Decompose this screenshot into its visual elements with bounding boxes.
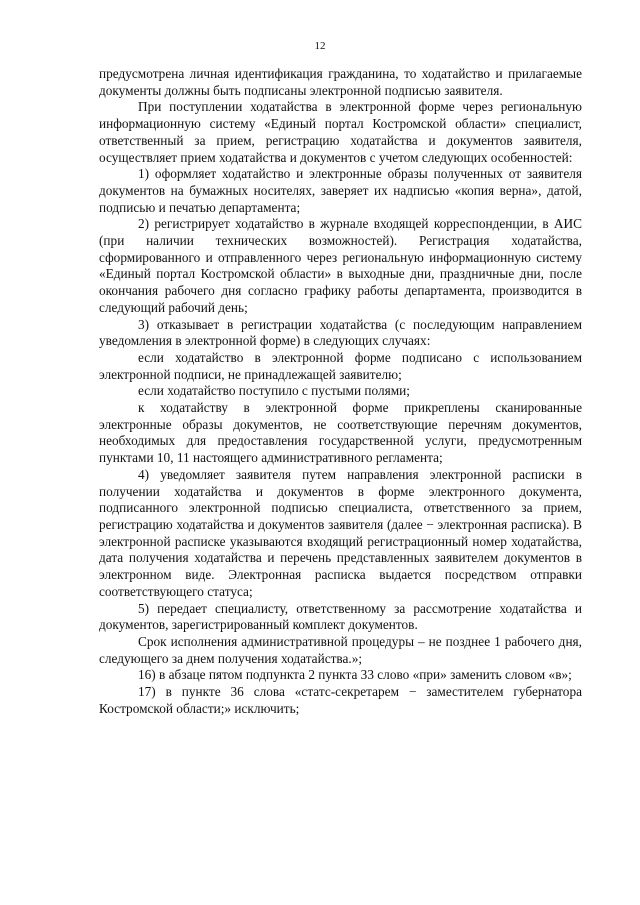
list-item: 17) в пункте 36 слова «статс-секретарем − заместителем губернатора Костромской области;» исключить;	[99, 684, 582, 716]
paragraph: При поступлении ходатайства в электронной форме через региональную информационную систему «Единый портал Костромской области» специалист, ответственный за прием, регистрацию ходатайства и документов заявителя, осуществляет прием ходатайства и документов с учетом следующих особенностей:	[99, 99, 582, 165]
list-item: 4) уведомляет заявителя путем направления электронной расписки в получении ходатайства и документов в форме электронного документа, подписанного электронной подписью специалиста, ответственного за прием, регистрацию ходатайства и документов заявителя (далее − электронная расписка). В электронной расписке указываются входящий регистрационный номер ходатайства, дата получения ходатайства и перечень представленных заявителем документов в электронном виде. Электронная расписка выдается посредством отправки соответствующего статуса;	[99, 466, 582, 599]
page-number: 12	[314, 40, 326, 52]
document-body	[99, 66, 582, 717]
list-item: 5) передает специалисту, ответственному за рассмотрение ходатайства и документов, зарегистрированный комплект документов.	[99, 600, 582, 633]
paragraph: Срок исполнения административной процедуры – не позднее 1 рабочего дня, следующего за днем получения ходатайства.»;	[99, 633, 582, 666]
paragraph: предусмотрена личная идентификация гражданина, то ходатайство и прилагаемые документы должны быть подписаны электронной подписью заявителя.	[99, 66, 582, 98]
list-item: 1) оформляет ходатайство и электронные образы полученных от заявителя документов на бумажных носителях, заверяет их надписью «копия верна», датой, подписью и печатью департамента;	[99, 166, 582, 215]
list-item: 2) регистрирует ходатайство в журнале входящей корреспонденции, в АИС (при наличии технических возможностей). Регистрация ходатайства, сформированного и отправленного через региональную информационную систему «Единый портал Костромской области» в выходные дни, праздничные дни, после окончания рабочего дня согласно графику работы департамента, производится в следующий рабочий день;	[99, 216, 582, 315]
paragraph: если ходатайство в электронной форме подписано с использованием электронной подписи, не принадлежащей заявителю;	[99, 349, 582, 382]
paragraph: к ходатайству в электронной форме прикреплены сканированные электронные образы документов, не соответствующие перечням документов, необходимых для предоставления государственной услуги, предусмотренным пунктами 10, 11 настоящего административного регламента;	[99, 400, 582, 466]
list-item: 3) отказывает в регистрации ходатайства (с последующим направлением уведомления в электронной форме) в следующих случаях:	[99, 316, 582, 349]
list-item: 16) в абзаце пятом подпункта 2 пункта 33 слово «при» заменить словом «в»;	[138, 667, 572, 683]
paragraph: если ходатайство поступило с пустыми полями;	[138, 383, 410, 399]
